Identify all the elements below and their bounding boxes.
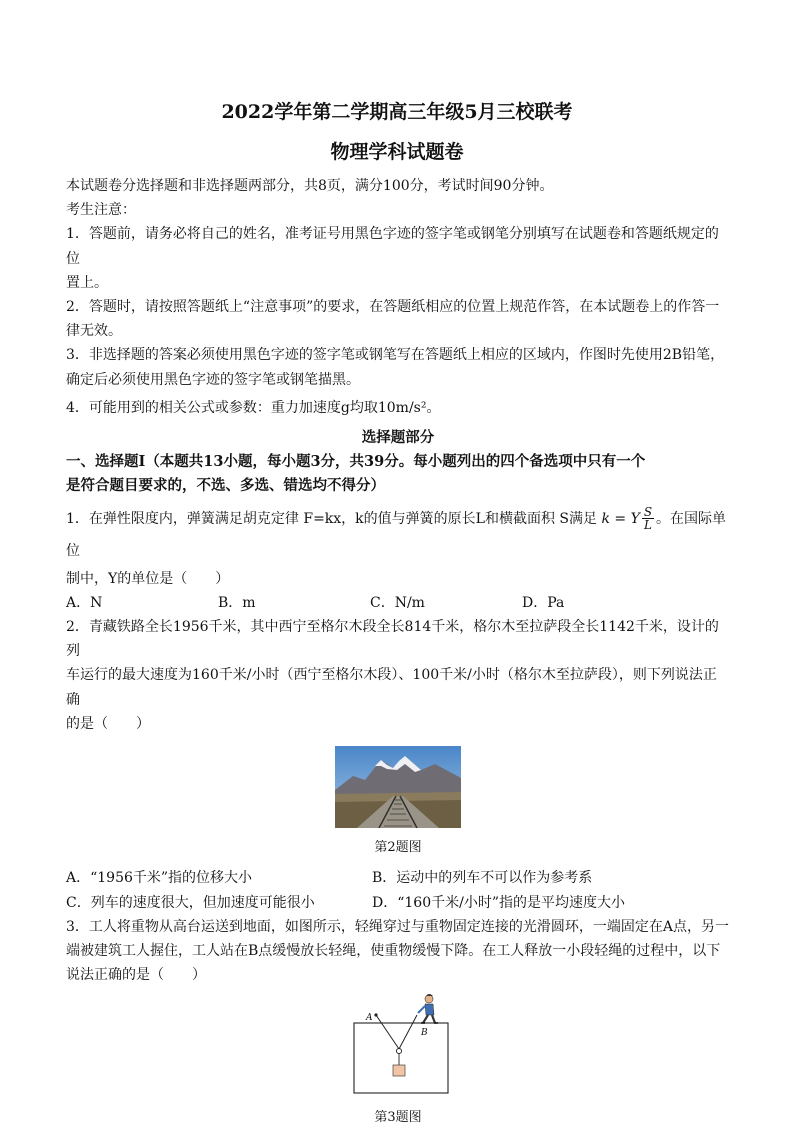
page-subtitle: 物理学科试题卷 [330,141,464,163]
q2-option-b: B．运动中的列车不可以作为参考系 [372,870,593,887]
q3-figure [66,993,730,1105]
pulley-diagram [333,993,463,1097]
note-3-line-2: 确定后必须使用黑色字迹的签字笔或钢笔描黑。 [66,371,360,388]
part1-heading-line-1: 一、选择题Ⅰ（本题共13小题，每小题3分，共39分。每小题列出的四个备选项中只有一个 [66,453,646,471]
q1-option-b: B．m [218,594,256,611]
q1-fraction [642,506,654,531]
q3-line-2: 端被建筑工人握住，工人站在B点缓慢放长轻绳，使重物缓慢下降。在工人释放一小段轻绳的过程中，以下 [66,943,721,960]
q1-text-b: 。在国际单位 [66,510,727,559]
note-2-line-1: 2．答题时，请按照答题纸上“注意事项”的要求，在答题纸相应的位置上规范作答，在本试题卷上的作答一 [66,299,720,316]
q2-options-row-2 [66,891,730,915]
note-3-line-1: 3．非选择题的答案必须使用黑色字迹的签字笔或钢笔写在答题纸上相应的区域内，作图时先使用2B铅笔， [66,347,725,364]
q2-option-c: C．列车的速度很大，但加速度可能很小 [66,894,315,911]
label-b: B [421,1028,428,1039]
q3-line-3: 说法正确的是（ ） [66,967,206,984]
railway-mountain-photo [335,746,461,828]
exam-body [66,174,730,1130]
q2-line-3: 的是（ ） [66,715,150,732]
q2-line-2: 车运行的最大速度为160千米/小时（西宁至格尔木段）、100千米/小时（格尔木至拉萨段），则下列说法正确 [66,667,717,708]
q1-text-a: 1．在弹性限度内，弹簧满足胡克定律 F=kx，k的值与弹簧的原长L和横截面积 S满足 [66,510,597,527]
part1-heading-line-2: 是符合题目要求的，不选、多选、错选均不得分） [66,477,385,495]
note-4: 4．可能用到的相关公式或参数：重力加速度g均取10m/s²。 [66,399,441,416]
q1-option-a: A．N [66,594,103,611]
q3-figure-caption: 第3题图 [374,1109,422,1125]
q1-option-d: D．Pa [522,594,565,611]
q1-option-c: C．N/m [370,594,425,611]
section-title: 选择题部分 [361,429,435,447]
q1-line-2: 制中，Y的单位是（ ） [66,570,230,587]
note-2-line-2: 律无效。 [66,323,122,340]
page-title: 2022学年第二学期高三年级5月三校联考 [221,101,573,123]
q2-figure [66,746,730,836]
q2-line-1: 2．青藏铁路全长1956千米，其中西宁至格尔木段全长814千米，格尔木至拉萨段全长1142千米，设计的列 [66,619,719,660]
q2-figure-caption: 第2题图 [374,840,422,856]
intro-text: 本试题卷分选择题和非选择题两部分，共8页，满分100分，考试时间90分钟。 [66,178,554,194]
q1-formula-lhs: k = Y [601,510,640,527]
q2-options-row-1 [66,866,730,890]
q1-frac-den: L [643,518,652,533]
q1-frac-num: S [643,505,653,520]
q1-options [66,591,730,615]
note-1-line-2: 置上。 [66,274,108,291]
notice-title: 考生注意： [66,202,136,219]
q2-option-d: D．“160千米/小时”指的是平均速度大小 [372,894,625,911]
worker-icon [418,994,438,1023]
q3-line-1: 3．工人将重物从高台运送到地面，如图所示，轻绳穿过与重物固定连接的光滑圆环，一端固定在A点，另一 [66,918,730,935]
label-a: A [366,1013,373,1024]
note-1-line-1: 1．答题前，请务必将自己的姓名，准考证号用黑色字迹的签字笔或钢笔分别填写在试题卷和答题纸规定的位 [66,226,719,267]
q2-option-a: A．“1956千米”指的位移大小 [66,870,253,887]
q1-line-1 [66,503,730,567]
